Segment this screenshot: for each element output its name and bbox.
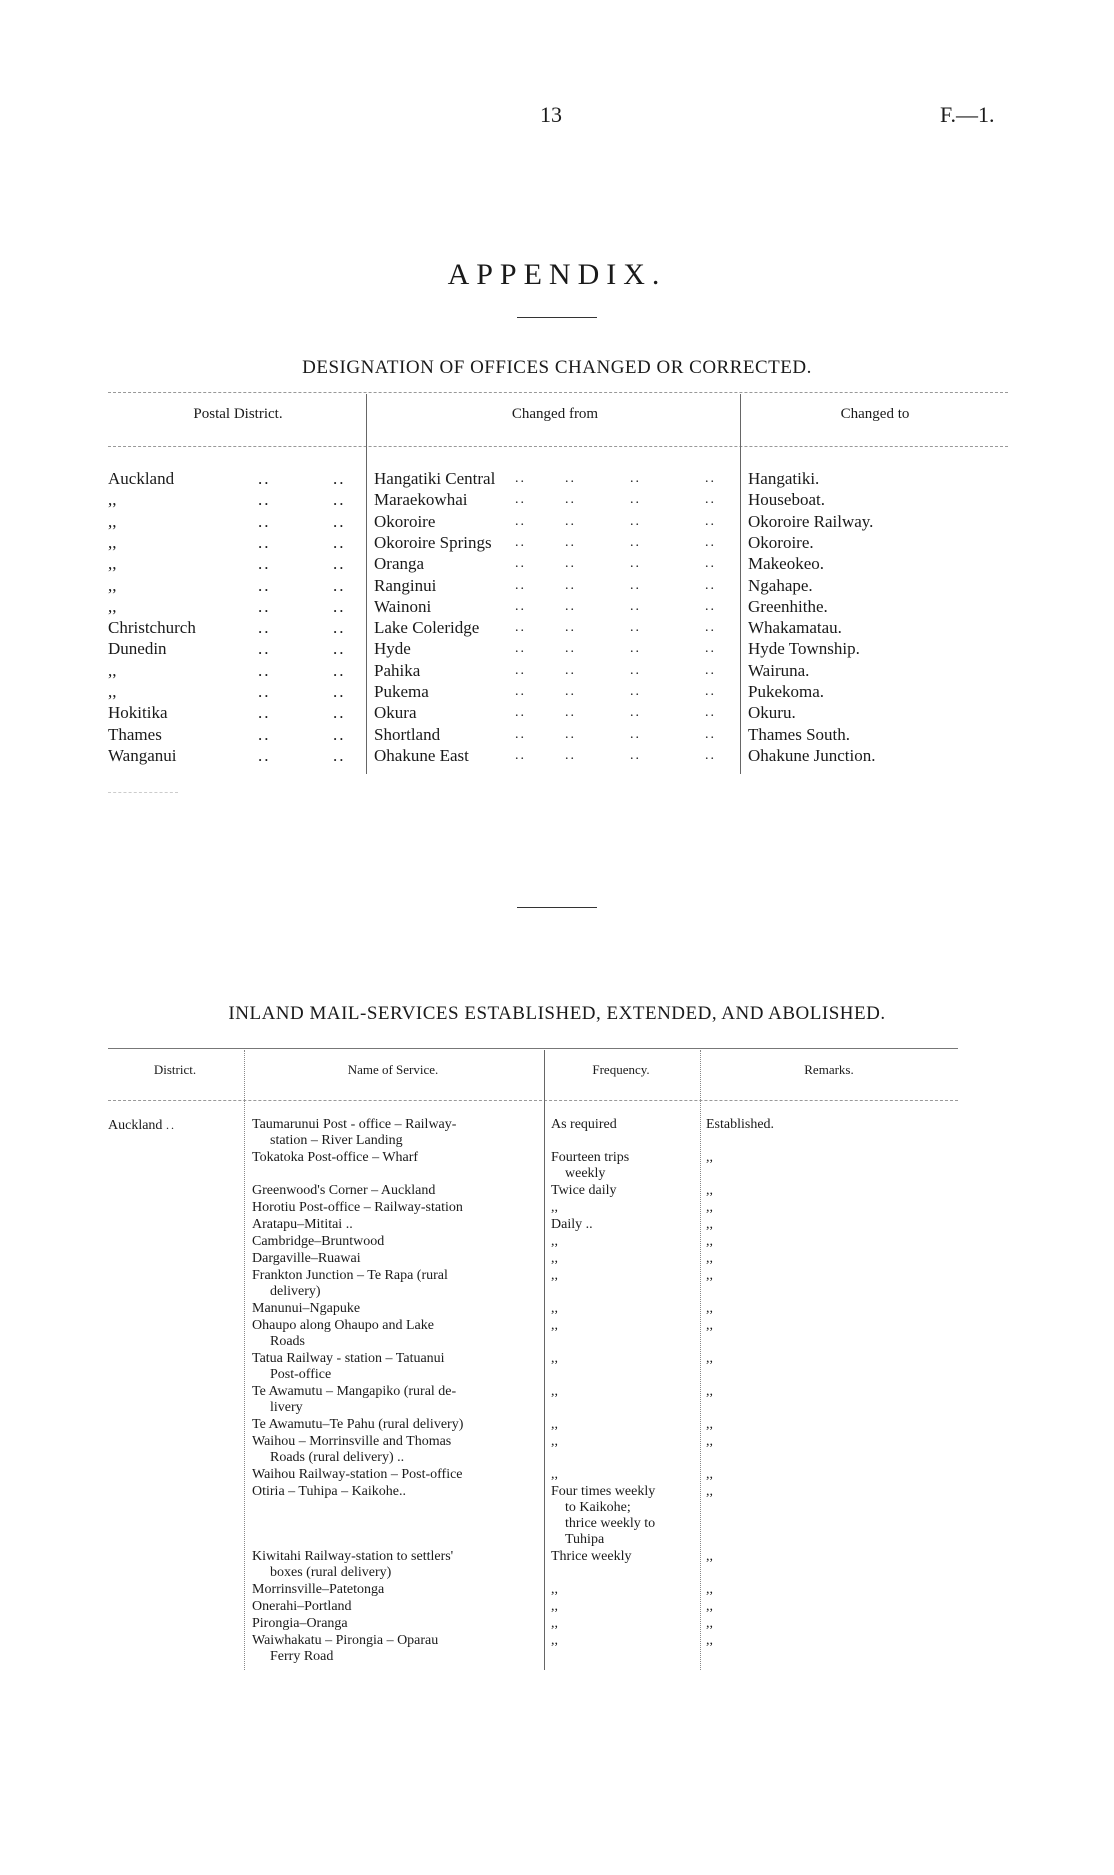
table1-cell-district: ,, xyxy=(108,490,117,510)
table2-cell-remarks: Established. xyxy=(706,1117,775,1132)
table1-cell-changed-from: Ohakune East xyxy=(374,745,469,765)
table1-cell-changed-to: Hangatiki. xyxy=(748,469,820,488)
leader-dots: .. xyxy=(333,660,346,680)
leader-dots: .. xyxy=(565,662,576,678)
leader-dots: .. xyxy=(565,556,576,572)
leader-dots: .. xyxy=(705,556,716,572)
table2-header-frequency: Frequency. xyxy=(592,1062,650,1077)
table2-cell-frequency: ,, xyxy=(551,1467,558,1482)
leader-dots: .. xyxy=(258,660,271,680)
leader-dots: .. xyxy=(630,598,641,614)
table2-cell-service: Manunui–Ngapuke xyxy=(252,1301,361,1316)
table2-cell-service: Tokatoka Post-office – Wharf xyxy=(252,1150,419,1165)
table1-cell-changed-to: Okuru. xyxy=(748,703,796,723)
leader-dots: .. xyxy=(705,620,716,636)
table1-cell-changed-from: Shortland xyxy=(374,724,441,744)
table2-cell-remarks: ,, xyxy=(706,1467,713,1482)
leader-dots: .. xyxy=(515,534,526,550)
leader-dots: .. xyxy=(333,490,346,510)
leader-dots: .. xyxy=(630,577,641,593)
table2-cell-remarks: ,, xyxy=(706,1301,713,1316)
table2-cell-remarks: ,, xyxy=(706,1251,713,1266)
leader-dots: .. xyxy=(565,641,576,657)
table1-row xyxy=(0,489,1114,510)
table2-cell-service: Waiwhakatu – Pirongia – Oparau Ferry Road xyxy=(252,1633,439,1664)
table2-cell-frequency: As required xyxy=(551,1117,617,1132)
leader-dots: .. xyxy=(630,684,641,699)
table2-cell-frequency: Thrice weekly xyxy=(551,1549,632,1564)
leader-dots: .. xyxy=(258,554,271,574)
table1-row xyxy=(0,511,1114,532)
table2-district: Auckland .. xyxy=(108,1118,176,1133)
leader-dots: .. xyxy=(705,662,716,678)
table1-cell-changed-to: Pukekoma. xyxy=(748,682,825,701)
table2-header-district: District. xyxy=(153,1062,197,1077)
table2-cell-service: Waihou – Morrinsville and Thomas Roads (rural delivery) .. xyxy=(252,1434,452,1465)
table2-cell-frequency: ,, xyxy=(551,1384,558,1399)
appendix-title: APPENDIX. xyxy=(447,258,667,291)
leader-dots: .. xyxy=(333,554,346,574)
leader-dots: .. xyxy=(333,575,346,595)
table2-cell-service: Horotiu Post-office – Railway-station xyxy=(252,1200,463,1215)
table1-cell-changed-from: Pukema xyxy=(374,682,429,701)
table1-row xyxy=(0,724,1114,745)
table1-row xyxy=(0,617,1114,638)
table1-cell-district: ,, xyxy=(108,682,117,701)
table1-header-changed-from: Changed from xyxy=(511,406,599,422)
leader-dots: .. xyxy=(630,534,641,550)
leader-dots: .. xyxy=(258,618,271,638)
table2-cell-frequency: ,, xyxy=(551,1318,558,1333)
table1-cell-changed-from: Pahika xyxy=(374,660,421,680)
leader-dots: .. xyxy=(565,534,576,550)
table2-cell-service: Dargaville–Ruawai xyxy=(252,1251,361,1266)
table1-cell-changed-from: Maraekowhai xyxy=(374,490,468,510)
leader-dots: .. xyxy=(333,703,346,723)
table2-cell-frequency: ,, xyxy=(551,1351,558,1366)
leader-dots: .. xyxy=(705,684,716,699)
table1-row xyxy=(0,468,1114,489)
leader-dots: .. xyxy=(705,513,716,529)
table2-cell-frequency: ,, xyxy=(551,1434,558,1449)
table1-cell-changed-to: Whakamatau. xyxy=(748,618,842,638)
table2-cell-frequency: ,, xyxy=(551,1251,558,1266)
table2-cell-remarks: ,, xyxy=(706,1268,713,1283)
table1-cell-district: Auckland xyxy=(108,469,175,488)
table1-cell-changed-from: Okoroire xyxy=(374,511,436,531)
section-divider xyxy=(517,907,597,908)
table2-cell-remarks: ,, xyxy=(706,1434,713,1449)
table2-cell-frequency: Fourteen trips weekly xyxy=(551,1150,630,1181)
leader-dots: .. xyxy=(333,682,346,701)
leader-dots: .. xyxy=(333,532,346,552)
table2-cell-frequency: Twice daily xyxy=(551,1183,617,1198)
table2-cell-service: Waihou Railway-station – Post-office xyxy=(252,1467,463,1482)
table2-cell-frequency: ,, xyxy=(551,1582,558,1597)
table2-cell-service: Tatua Railway - station – Tatuanui Post-office xyxy=(252,1351,445,1382)
table2-cell-remarks: ,, xyxy=(706,1549,713,1564)
table2-cell-service: Aratapu–Mititai .. xyxy=(252,1217,353,1232)
table1-cell-changed-to: Wairuna. xyxy=(748,660,810,680)
table1-cell-changed-to: Ohakune Junction. xyxy=(748,745,876,765)
table1-cell-district: Hokitika xyxy=(108,703,168,723)
leader-dots: .. xyxy=(565,598,576,614)
leader-dots: .. xyxy=(333,469,346,488)
table2-cell-frequency: ,, xyxy=(551,1234,558,1249)
leader-dots: .. xyxy=(565,620,576,636)
table2-col-divider xyxy=(700,1050,701,1670)
table2-cell-frequency: ,, xyxy=(551,1599,558,1614)
table1-cell-changed-to: Okoroire Railway. xyxy=(748,511,874,531)
table2-header-service: Name of Service. xyxy=(347,1062,439,1077)
table1-row xyxy=(0,638,1114,659)
leader-dots: .. xyxy=(258,703,271,723)
table1-cell-changed-from: Okura xyxy=(374,703,417,723)
table1-cell-changed-to: Okoroire. xyxy=(748,532,814,552)
table1-cell-district: ,, xyxy=(108,554,117,574)
table1-cell-changed-from: Hyde xyxy=(374,639,411,659)
table2-cell-service: Ohaupo along Ohaupo and Lake Roads xyxy=(252,1318,434,1349)
table1-title: DESIGNATION OF OFFICES CHANGED OR CORRECTED. xyxy=(302,357,812,378)
table2-cell-frequency: ,, xyxy=(551,1633,558,1648)
leader-dots: .. xyxy=(705,726,716,742)
table1-row xyxy=(0,553,1114,574)
table1-row xyxy=(0,660,1114,681)
table2-header-remarks: Remarks. xyxy=(804,1062,854,1077)
leader-dots: .. xyxy=(515,492,526,508)
table2-cell-frequency: ,, xyxy=(551,1417,558,1432)
leader-dots: .. xyxy=(333,639,346,659)
table1-cell-changed-to: Houseboat. xyxy=(748,490,825,510)
leader-dots: .. xyxy=(565,577,576,593)
table1-cell-district: ,, xyxy=(108,532,117,552)
table2-cell-service: Frankton Junction – Te Rapa (rural delivery) xyxy=(252,1268,448,1299)
table1-cell-changed-from: Lake Coleridge xyxy=(374,618,480,638)
leader-dots: .. xyxy=(515,662,526,678)
leader-dots: .. xyxy=(705,641,716,657)
table2-cell-remarks: ,, xyxy=(706,1582,713,1597)
leader-dots: .. xyxy=(258,724,271,744)
table2-cell-remarks: ,, xyxy=(706,1599,713,1614)
leader-dots: .. xyxy=(258,532,271,552)
leader-dots: .. xyxy=(705,492,716,508)
leader-dots: .. xyxy=(333,596,346,616)
leader-dots: .. xyxy=(515,684,526,699)
leader-dots: .. xyxy=(258,575,271,595)
table2-cell-frequency: ,, xyxy=(551,1616,558,1631)
table1-row xyxy=(0,745,1114,766)
table1-row xyxy=(0,596,1114,617)
table2-cell-service: Te Awamutu–Te Pahu (rural delivery) xyxy=(252,1417,464,1432)
leader-dots: .. xyxy=(515,705,526,721)
table1-cell-changed-from: Okoroire Springs xyxy=(374,532,492,552)
title-divider xyxy=(517,317,597,318)
table2-cell-remarks: ,, xyxy=(706,1200,713,1215)
table1-cell-changed-to: Hyde Township. xyxy=(748,639,860,659)
leader-dots: .. xyxy=(333,618,346,638)
leader-dots: .. xyxy=(630,662,641,678)
table1-cell-changed-from: Oranga xyxy=(374,554,425,574)
table1-cell-district: Thames xyxy=(108,724,162,744)
leader-dots: .. xyxy=(515,726,526,742)
leader-dots: .. xyxy=(630,726,641,742)
table2-cell-remarks: ,, xyxy=(706,1633,713,1648)
leader-dots: .. xyxy=(515,471,526,486)
leader-dots: .. xyxy=(630,620,641,636)
table1-cell-district: ,, xyxy=(108,575,117,595)
table1-cell-district: Christchurch xyxy=(108,618,196,638)
table2-cell-remarks: ,, xyxy=(706,1384,713,1399)
table1-cell-changed-to: Ngahape. xyxy=(748,575,813,595)
table1-cell-changed-to: Thames South. xyxy=(748,724,850,744)
table2-cell-remarks: ,, xyxy=(706,1150,713,1165)
table2-cell-remarks: ,, xyxy=(706,1234,713,1249)
table2-cell-frequency: Daily .. xyxy=(551,1217,593,1232)
leader-dots: .. xyxy=(565,513,576,529)
leader-dots: .. xyxy=(705,534,716,550)
table2-cell-frequency: ,, xyxy=(551,1268,558,1283)
page-number: 13 xyxy=(540,102,562,127)
table2-title: INLAND MAIL-SERVICES ESTABLISHED, EXTENDED, AND ABOLISHED. xyxy=(228,1003,886,1024)
table2-cell-service: Greenwood's Corner – Auckland xyxy=(252,1183,436,1198)
table1-cell-changed-to: Greenhithe. xyxy=(748,596,828,616)
table2-cell-service: Morrinsville–Patetonga xyxy=(252,1582,385,1597)
leader-dots: .. xyxy=(258,511,271,531)
table1-row xyxy=(0,532,1114,553)
table2-cell-remarks: ,, xyxy=(706,1351,713,1366)
table2-cell-service: Onerahi–Portland xyxy=(252,1599,352,1614)
leader-dots: .. xyxy=(258,745,271,765)
leader-dots: .. xyxy=(258,490,271,510)
leader-dots: .. xyxy=(705,598,716,614)
table2-cell-remarks: ,, xyxy=(706,1318,713,1333)
leader-dots: .. xyxy=(333,724,346,744)
table2-cell-remarks: ,, xyxy=(706,1183,713,1198)
table1-row xyxy=(0,575,1114,596)
table2-cell-service: Cambridge–Bruntwood xyxy=(252,1234,385,1249)
table1-cell-district: ,, xyxy=(108,660,117,680)
table2-cell-frequency: Four times weekly to Kaikohe; thrice weekly to Tuhipa xyxy=(551,1484,656,1547)
table1-cell-district: ,, xyxy=(108,596,117,616)
leader-dots: .. xyxy=(515,577,526,593)
table1-cell-changed-from: Hangatiki Central xyxy=(374,469,496,488)
table2-cell-frequency: ,, xyxy=(551,1301,558,1316)
leader-dots: .. xyxy=(630,705,641,721)
table1-row xyxy=(0,702,1114,723)
leader-dots: .. xyxy=(630,492,641,508)
table2-cell-remarks: ,, xyxy=(706,1417,713,1432)
table2-col-divider xyxy=(244,1050,245,1670)
leader-dots: .. xyxy=(565,684,576,699)
table1-header-district: Postal District. xyxy=(193,406,283,422)
table2-cell-remarks: ,, xyxy=(706,1217,713,1232)
table2-cell-remarks: ,, xyxy=(706,1484,713,1499)
leader-dots: .. xyxy=(630,556,641,572)
leader-dots: .. xyxy=(515,598,526,614)
leader-dots: .. xyxy=(705,577,716,593)
leader-dots: .. xyxy=(630,641,641,657)
leader-dots: .. xyxy=(630,747,641,763)
table1-cell-changed-to: Makeokeo. xyxy=(748,554,825,574)
table1-row xyxy=(0,681,1114,702)
leader-dots: .. xyxy=(258,469,271,488)
table1-header-changed-to: Changed to xyxy=(840,406,910,422)
table2-cell-service: Otiria – Tuhipa – Kaikohe.. xyxy=(252,1484,406,1499)
table1-cell-district: Dunedin xyxy=(108,639,167,659)
leader-dots: .. xyxy=(565,705,576,721)
leader-dots: .. xyxy=(630,471,641,486)
table1-header-rule xyxy=(108,446,1008,447)
leader-dots: .. xyxy=(705,705,716,721)
leader-dots: .. xyxy=(565,492,576,508)
table1-cell-district: Wanganui xyxy=(108,745,177,765)
leader-dots: .. xyxy=(515,556,526,572)
leader-dots: .. xyxy=(705,471,716,486)
leader-dots: .. xyxy=(565,726,576,742)
leader-dots: .. xyxy=(565,747,576,763)
table2-header-rule xyxy=(108,1100,958,1101)
table1-cell-changed-from: Ranginui xyxy=(374,575,437,595)
leader-dots: .. xyxy=(705,747,716,763)
leader-dots: .. xyxy=(515,747,526,763)
table1-bottom-rule xyxy=(108,792,178,793)
table2-top-rule xyxy=(108,1048,958,1049)
leader-dots: .. xyxy=(565,471,576,486)
leader-dots: .. xyxy=(515,620,526,636)
leader-dots: .. xyxy=(515,641,526,657)
leader-dots: .. xyxy=(333,511,346,531)
leader-dots: .. xyxy=(258,596,271,616)
table2-cell-service: Pirongia–Oranga xyxy=(252,1616,348,1631)
leader-dots: .. xyxy=(333,745,346,765)
paper-reference: F.—1. xyxy=(940,102,995,127)
table2-col-divider xyxy=(544,1050,545,1670)
table1-cell-district: ,, xyxy=(108,511,117,531)
table2-cell-frequency: ,, xyxy=(551,1200,558,1215)
table2-cell-service: Te Awamutu – Mangapiko (rural de- livery xyxy=(252,1384,457,1415)
table1-top-rule xyxy=(108,392,1008,393)
leader-dots: .. xyxy=(258,639,271,659)
table2-cell-remarks: ,, xyxy=(706,1616,713,1631)
table1-cell-changed-from: Wainoni xyxy=(374,596,432,616)
leader-dots: .. xyxy=(630,513,641,529)
table2-cell-service: Kiwitahi Railway-station to settlers' boxes (rural delivery) xyxy=(252,1549,454,1580)
leader-dots: .. xyxy=(515,513,526,529)
table2-cell-service: Taumarunui Post - office – Railway- station – River Landing xyxy=(252,1117,457,1148)
leader-dots: .. xyxy=(258,682,271,701)
